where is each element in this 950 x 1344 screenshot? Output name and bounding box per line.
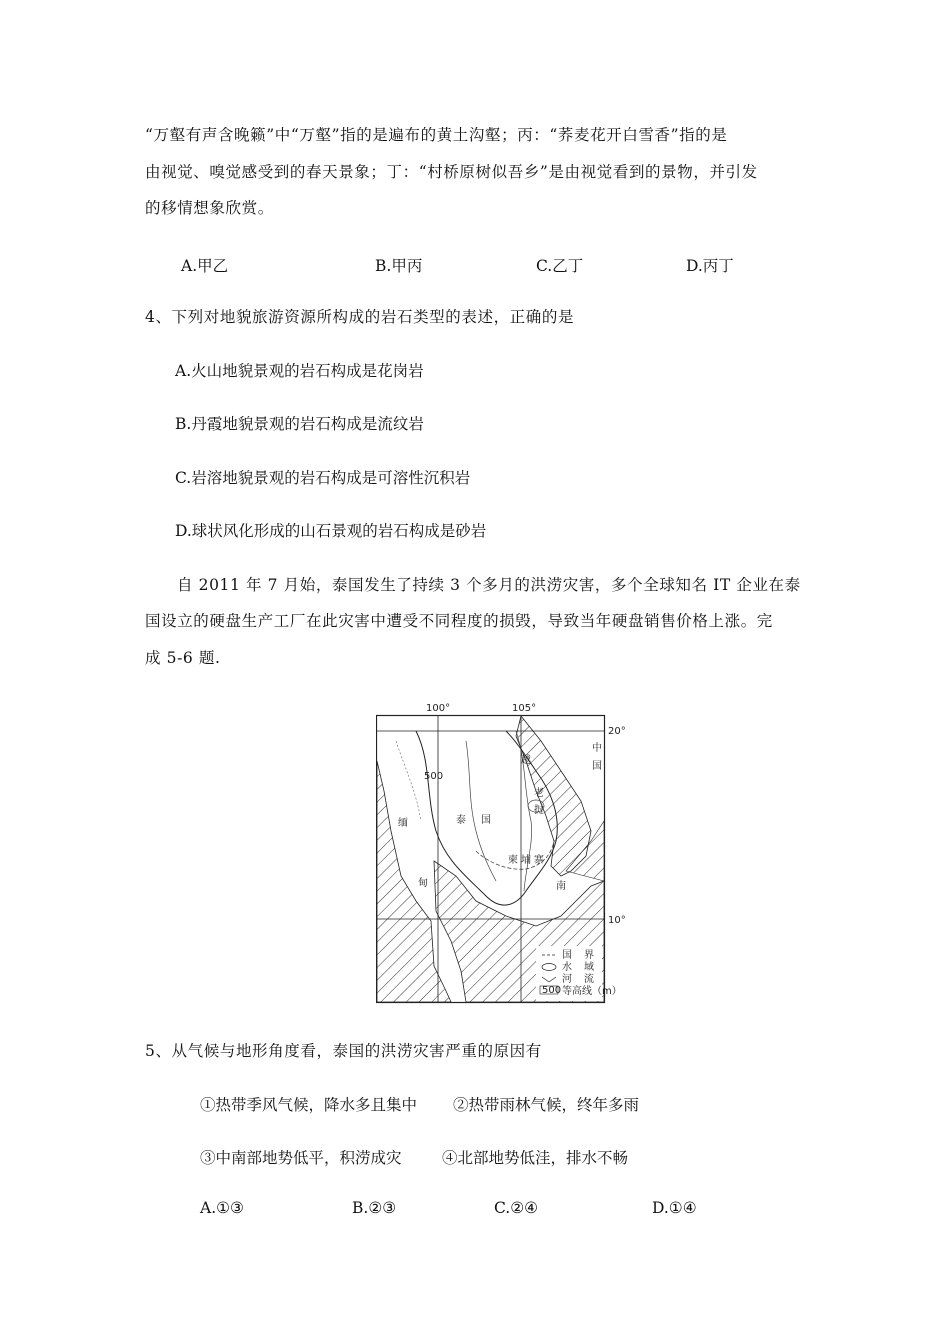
- q3-option-a: A.甲乙: [181, 257, 229, 275]
- q3-option-c: C.乙丁: [536, 257, 584, 275]
- legend-contour: 等高线（m）: [562, 986, 622, 997]
- thailand-flood-map: [376, 701, 636, 1006]
- q5-statement-1: ①热带季风气候，降水多且集中: [200, 1096, 418, 1114]
- q4-option-a: A.火山地貌景观的岩石构成是花岗岩: [175, 362, 424, 380]
- legend-river-1: 河: [562, 974, 572, 985]
- legend-river-2: 流: [584, 974, 594, 985]
- laos-label-2: 挝: [534, 805, 544, 816]
- legend-contour-sample: 500: [542, 985, 562, 996]
- cambodia-label-2: 埔: [521, 855, 531, 866]
- thailand-label-1: 泰: [456, 815, 466, 826]
- lat-20-label: 20°: [608, 726, 626, 737]
- q3-option-b: B.甲丙: [375, 257, 423, 275]
- q3-option-d: D.丙丁: [686, 257, 734, 275]
- q4-option-b: B.丹霞地貌景观的岩石构成是流纹岩: [175, 415, 424, 433]
- q5-statement-2: ②热带雨林气候，终年多雨: [453, 1096, 640, 1114]
- q5-option-a: A.①③: [200, 1199, 244, 1217]
- lat-10-label: 10°: [608, 915, 626, 926]
- legend-border-2: 界: [584, 950, 594, 961]
- laos-label-1: 老: [534, 788, 544, 799]
- thailand-label-2: 国: [481, 815, 491, 826]
- q4-option-c: C.岩溶地貌景观的岩石构成是可溶性沉积岩: [175, 469, 471, 487]
- q5-stem: 5、从气候与地形角度看，泰国的洪涝灾害严重的原因有: [145, 1042, 542, 1060]
- contour-value-label: 500: [424, 771, 444, 782]
- cambodia-label-1: 柬: [508, 855, 518, 866]
- q4-stem: 4、下列对地貌旅游资源所构成的岩石类型的表述，正确的是: [145, 308, 575, 326]
- lon-105-label: 105°: [512, 703, 537, 714]
- china-label-1: 中: [592, 743, 602, 754]
- q5-option-c: C.②④: [494, 1199, 539, 1217]
- q5-statement-4: ④北部地势低洼，排水不畅: [442, 1149, 629, 1167]
- legend-water-1: 水: [562, 962, 572, 973]
- q5-statement-3: ③中南部地势低平，积涝成灾: [200, 1149, 402, 1167]
- q5-option-b: B.②③: [352, 1199, 397, 1217]
- myanmar-label-1: 缅: [398, 818, 408, 829]
- vietnam-label: 南: [556, 881, 566, 892]
- q4-option-d: D.球状风化形成的山石景观的岩石构成是砂岩: [175, 522, 487, 540]
- passage-line-1: 自 2011 年 7 月始，泰国发生了持续 3 个多月的洪涝灾害，多个全球知名 IT 企业在泰: [177, 576, 801, 594]
- q5-option-d: D.①④: [652, 1199, 697, 1217]
- intro-line-3: 的移情想象欣赏。: [145, 199, 274, 217]
- legend-border-1: 国: [562, 950, 572, 961]
- intro-line-2: 由视觉、嗅觉感受到的春天景象；丁：“村桥原树似吾乡”是由视觉看到的景物，并引发: [145, 163, 758, 181]
- china-label-2: 国: [592, 761, 602, 772]
- legend-water-2: 域: [584, 962, 594, 973]
- passage-line-2: 国设立的硬盘生产工厂在此灾害中遭受不同程度的损毁，导致当年硬盘销售价格上涨。完: [145, 612, 773, 630]
- lon-100-label: 100°: [426, 703, 451, 714]
- intro-line-1: “万壑有声含晚籁”中“万壑”指的是遍布的黄土沟壑；丙：“荞麦花开白雪香”指的是: [145, 126, 728, 144]
- vietnam-north-label: 越: [521, 755, 531, 766]
- myanmar-label-2: 甸: [418, 878, 428, 889]
- cambodia-label-3: 寨: [534, 855, 544, 866]
- passage-line-3: 成 5-6 题.: [145, 649, 221, 667]
